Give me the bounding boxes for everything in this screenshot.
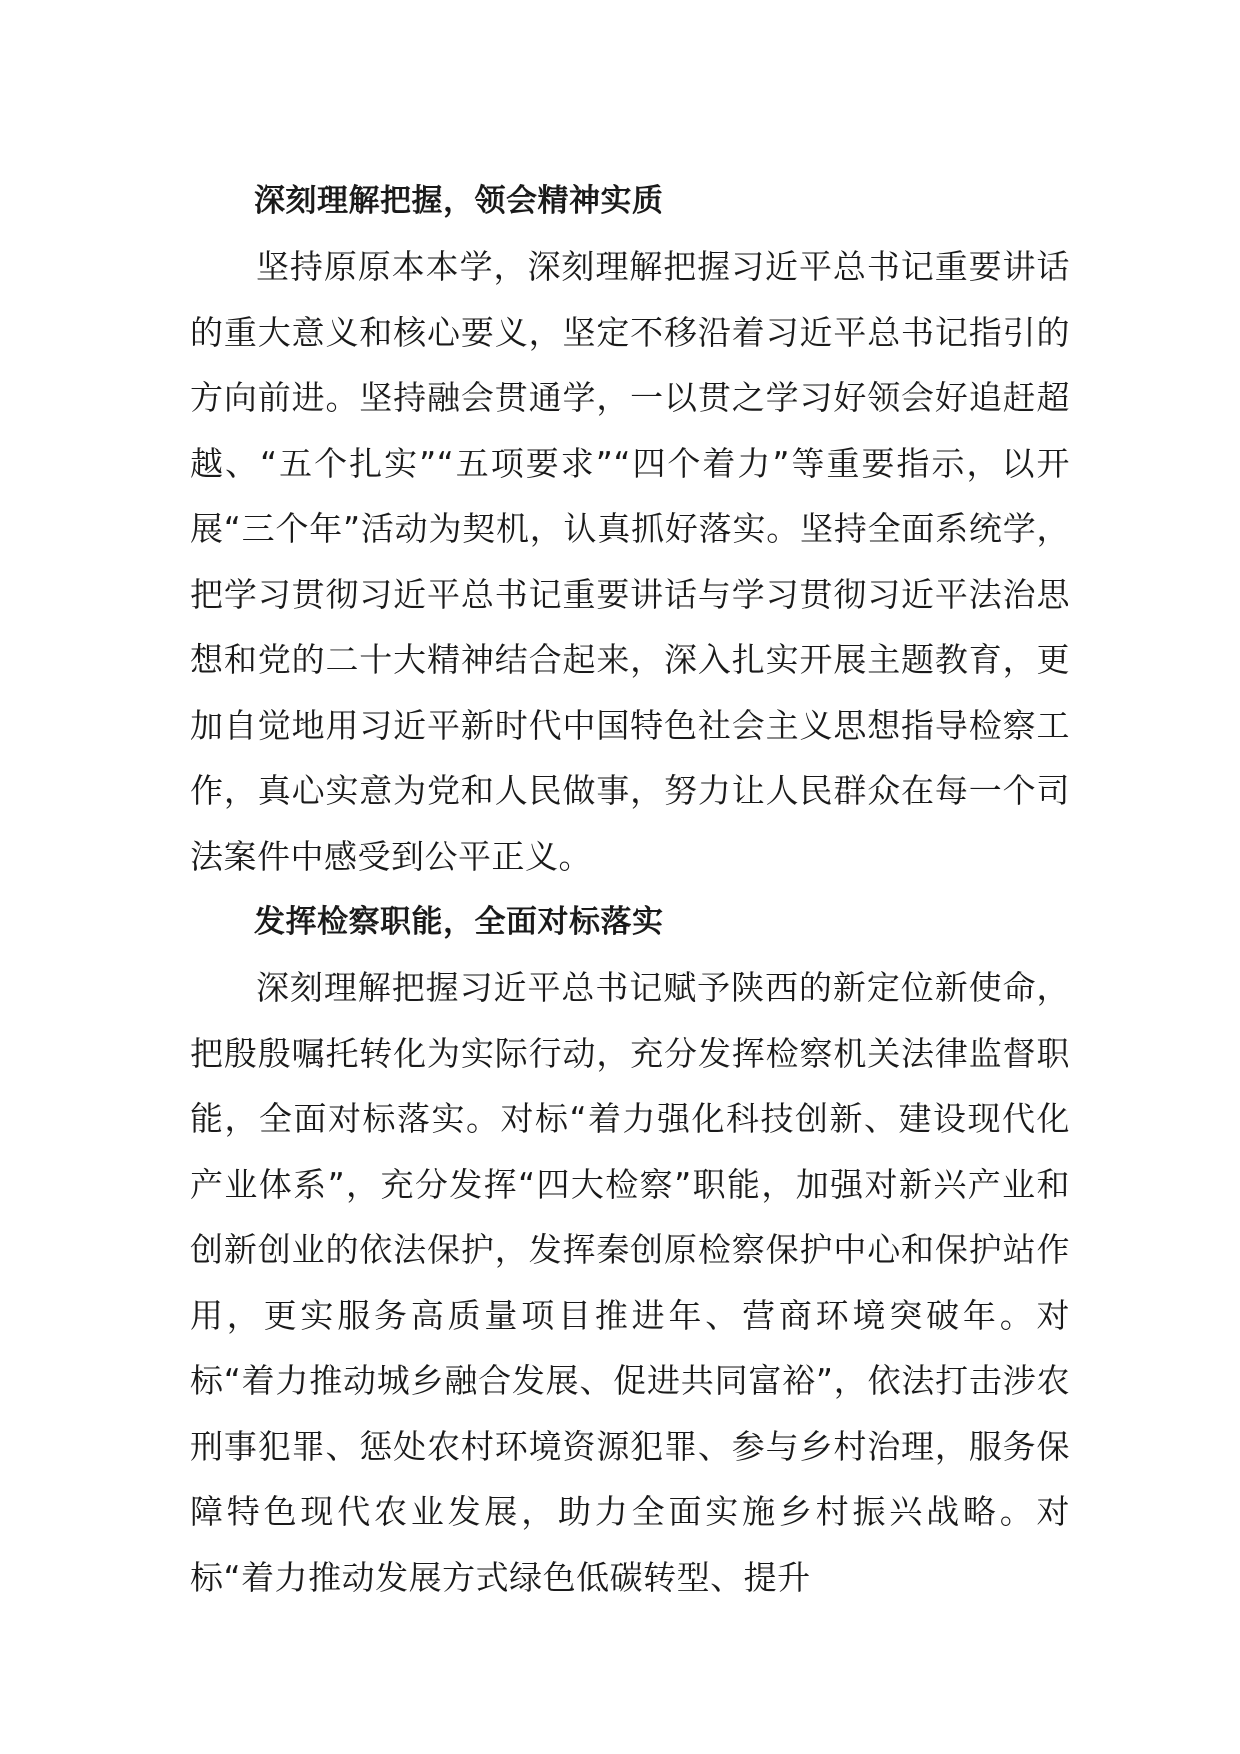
document-body	[190, 168, 1070, 1610]
section-heading: 发挥检察职能，全面对标落实	[254, 904, 664, 940]
section-paragraph: 深刻理解把握习近平总书记赋予陕西的新定位新使命，把殷殷嘱托转化为实际行动，充分发挥检察机关法律监督职能，全面对标落实。对标“着力强化科技创新、建设现代化产业体系”，充分发挥“四大检察”职能，加强对新兴产业和创新创业的依法保护，发挥秦创原检察保护中心和保护站作用，更实服务高质量项目推进年、营商环境突破年。对标“着力推动城乡融合发展、促进共同富裕”，依法打击涉农刑事犯罪、惩处农村环境资源犯罪、参与乡村治理，服务保障特色现代农业发展，助力全面实施乡村振兴战略。对标“着力推动发展方式绿色低碳转型、提升	[190, 968, 1070, 1597]
section-paragraph: 坚持原原本本学，深刻理解把握习近平总书记重要讲话的重大意义和核心要义，坚定不移沿着习近平总书记指引的方向前进。坚持融会贯通学，一以贯之学习好领会好追赶超越、“五个扎实”“五项要求”“四个着力”等重要指示，以开展“三个年”活动为契机，认真抓好落实。坚持全面系统学，把学习贯彻习近平总书记重要讲话与学习贯彻习近平法治思想和党的二十大精神结合起来，深入扎实开展主题教育，更加自觉地用习近平新时代中国特色社会主义思想指导检察工作，真心实意为党和人民做事，努力让人民群众在每一个司法案件中感受到公平正义。	[190, 247, 1070, 876]
section-heading: 深刻理解把握，领会精神实质	[254, 183, 664, 219]
